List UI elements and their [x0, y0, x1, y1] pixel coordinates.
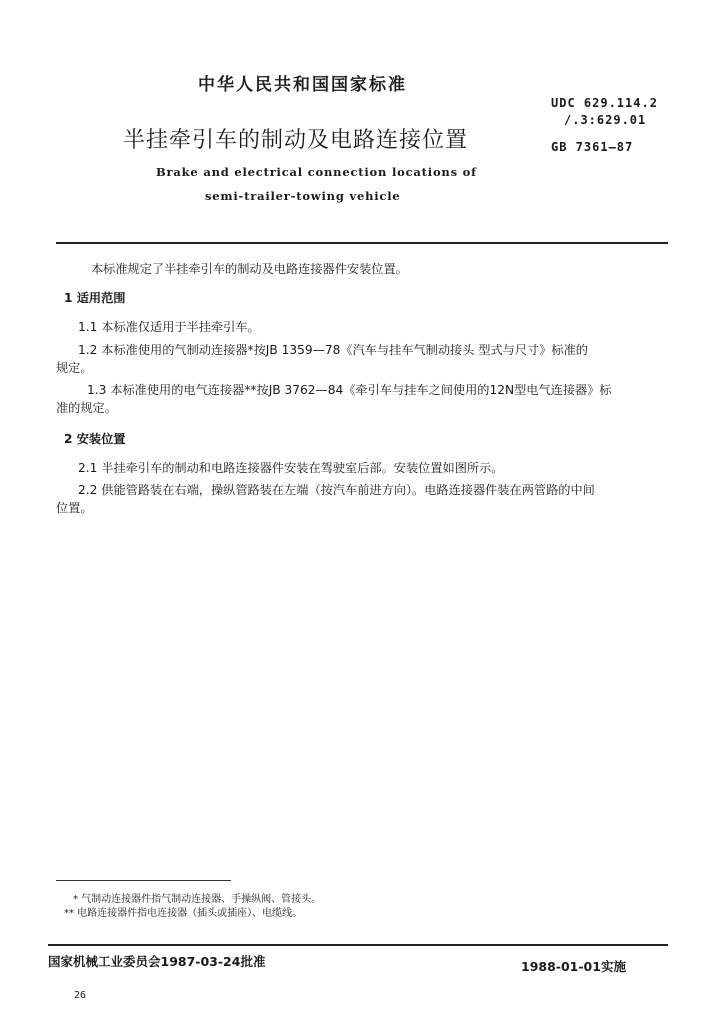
- udc-code-line1: UDC 629.114.2: [551, 96, 658, 110]
- document-title-chinese: 半挂牵引车的制动及电路连接位置: [123, 128, 469, 153]
- footer-divider: [48, 944, 668, 946]
- header-divider: [56, 242, 668, 244]
- section-1-heading: 1 适用范围: [64, 291, 126, 305]
- effective-date: 1988-01-01实施: [521, 959, 626, 974]
- udc-code-line2: /.3:629.01: [564, 113, 647, 127]
- section-2-heading: 2 安装位置: [64, 432, 126, 446]
- gb-standard-number: GB 7361—87: [551, 140, 634, 154]
- clause-2-1: 2.1 半挂牵引车的制动和电路连接器件安装在驾驶室后部。安装位置如图所示。: [78, 461, 504, 475]
- document-title-english-line1: Brake and electrical connection locations of: [156, 165, 477, 179]
- page-number: 26: [74, 990, 87, 1001]
- standard-organization-title: 中华人民共和国国家标准: [198, 75, 407, 95]
- clause-1-2-line1: 1.2 本标准使用的气制动连接器*按JB 1359—78《汽车与挂车气制动接头 型式与尺寸》标准的: [78, 343, 588, 357]
- footnote-1: * 气制动连接器件指气制动连接器、手操纵阀、管接头。: [73, 894, 322, 905]
- clause-1-3-line1: 1.3 本标准使用的电气连接器**按JB 3762—84《牵引车与挂车之间使用的12N型电气连接器》标: [87, 383, 612, 397]
- document-title-english-line2: semi-trailer-towing vehicle: [205, 189, 401, 203]
- intro-paragraph: 本标准规定了半挂牵引车的制动及电路连接器件安装位置。: [91, 262, 408, 276]
- clause-2-2-line1: 2.2 供能管路装在右端，操纵管路装在左端（按汽车前进方向）。电路连接器件装在两管路的中间: [78, 483, 595, 497]
- clause-1-3-line2: 准的规定。: [56, 401, 117, 415]
- approval-date: 国家机械工业委员会1987-03-24批准: [48, 954, 266, 969]
- footnote-2: ** 电路连接器件指电连接器（插头或插座）、电缆线。: [64, 908, 303, 919]
- clause-1-1: 1.1 本标准仅适用于半挂牵引车。: [78, 320, 260, 334]
- clause-2-2-line2: 位置。: [56, 501, 93, 515]
- footnote-divider: [56, 880, 231, 881]
- clause-1-2-line2: 规定。: [56, 361, 93, 375]
